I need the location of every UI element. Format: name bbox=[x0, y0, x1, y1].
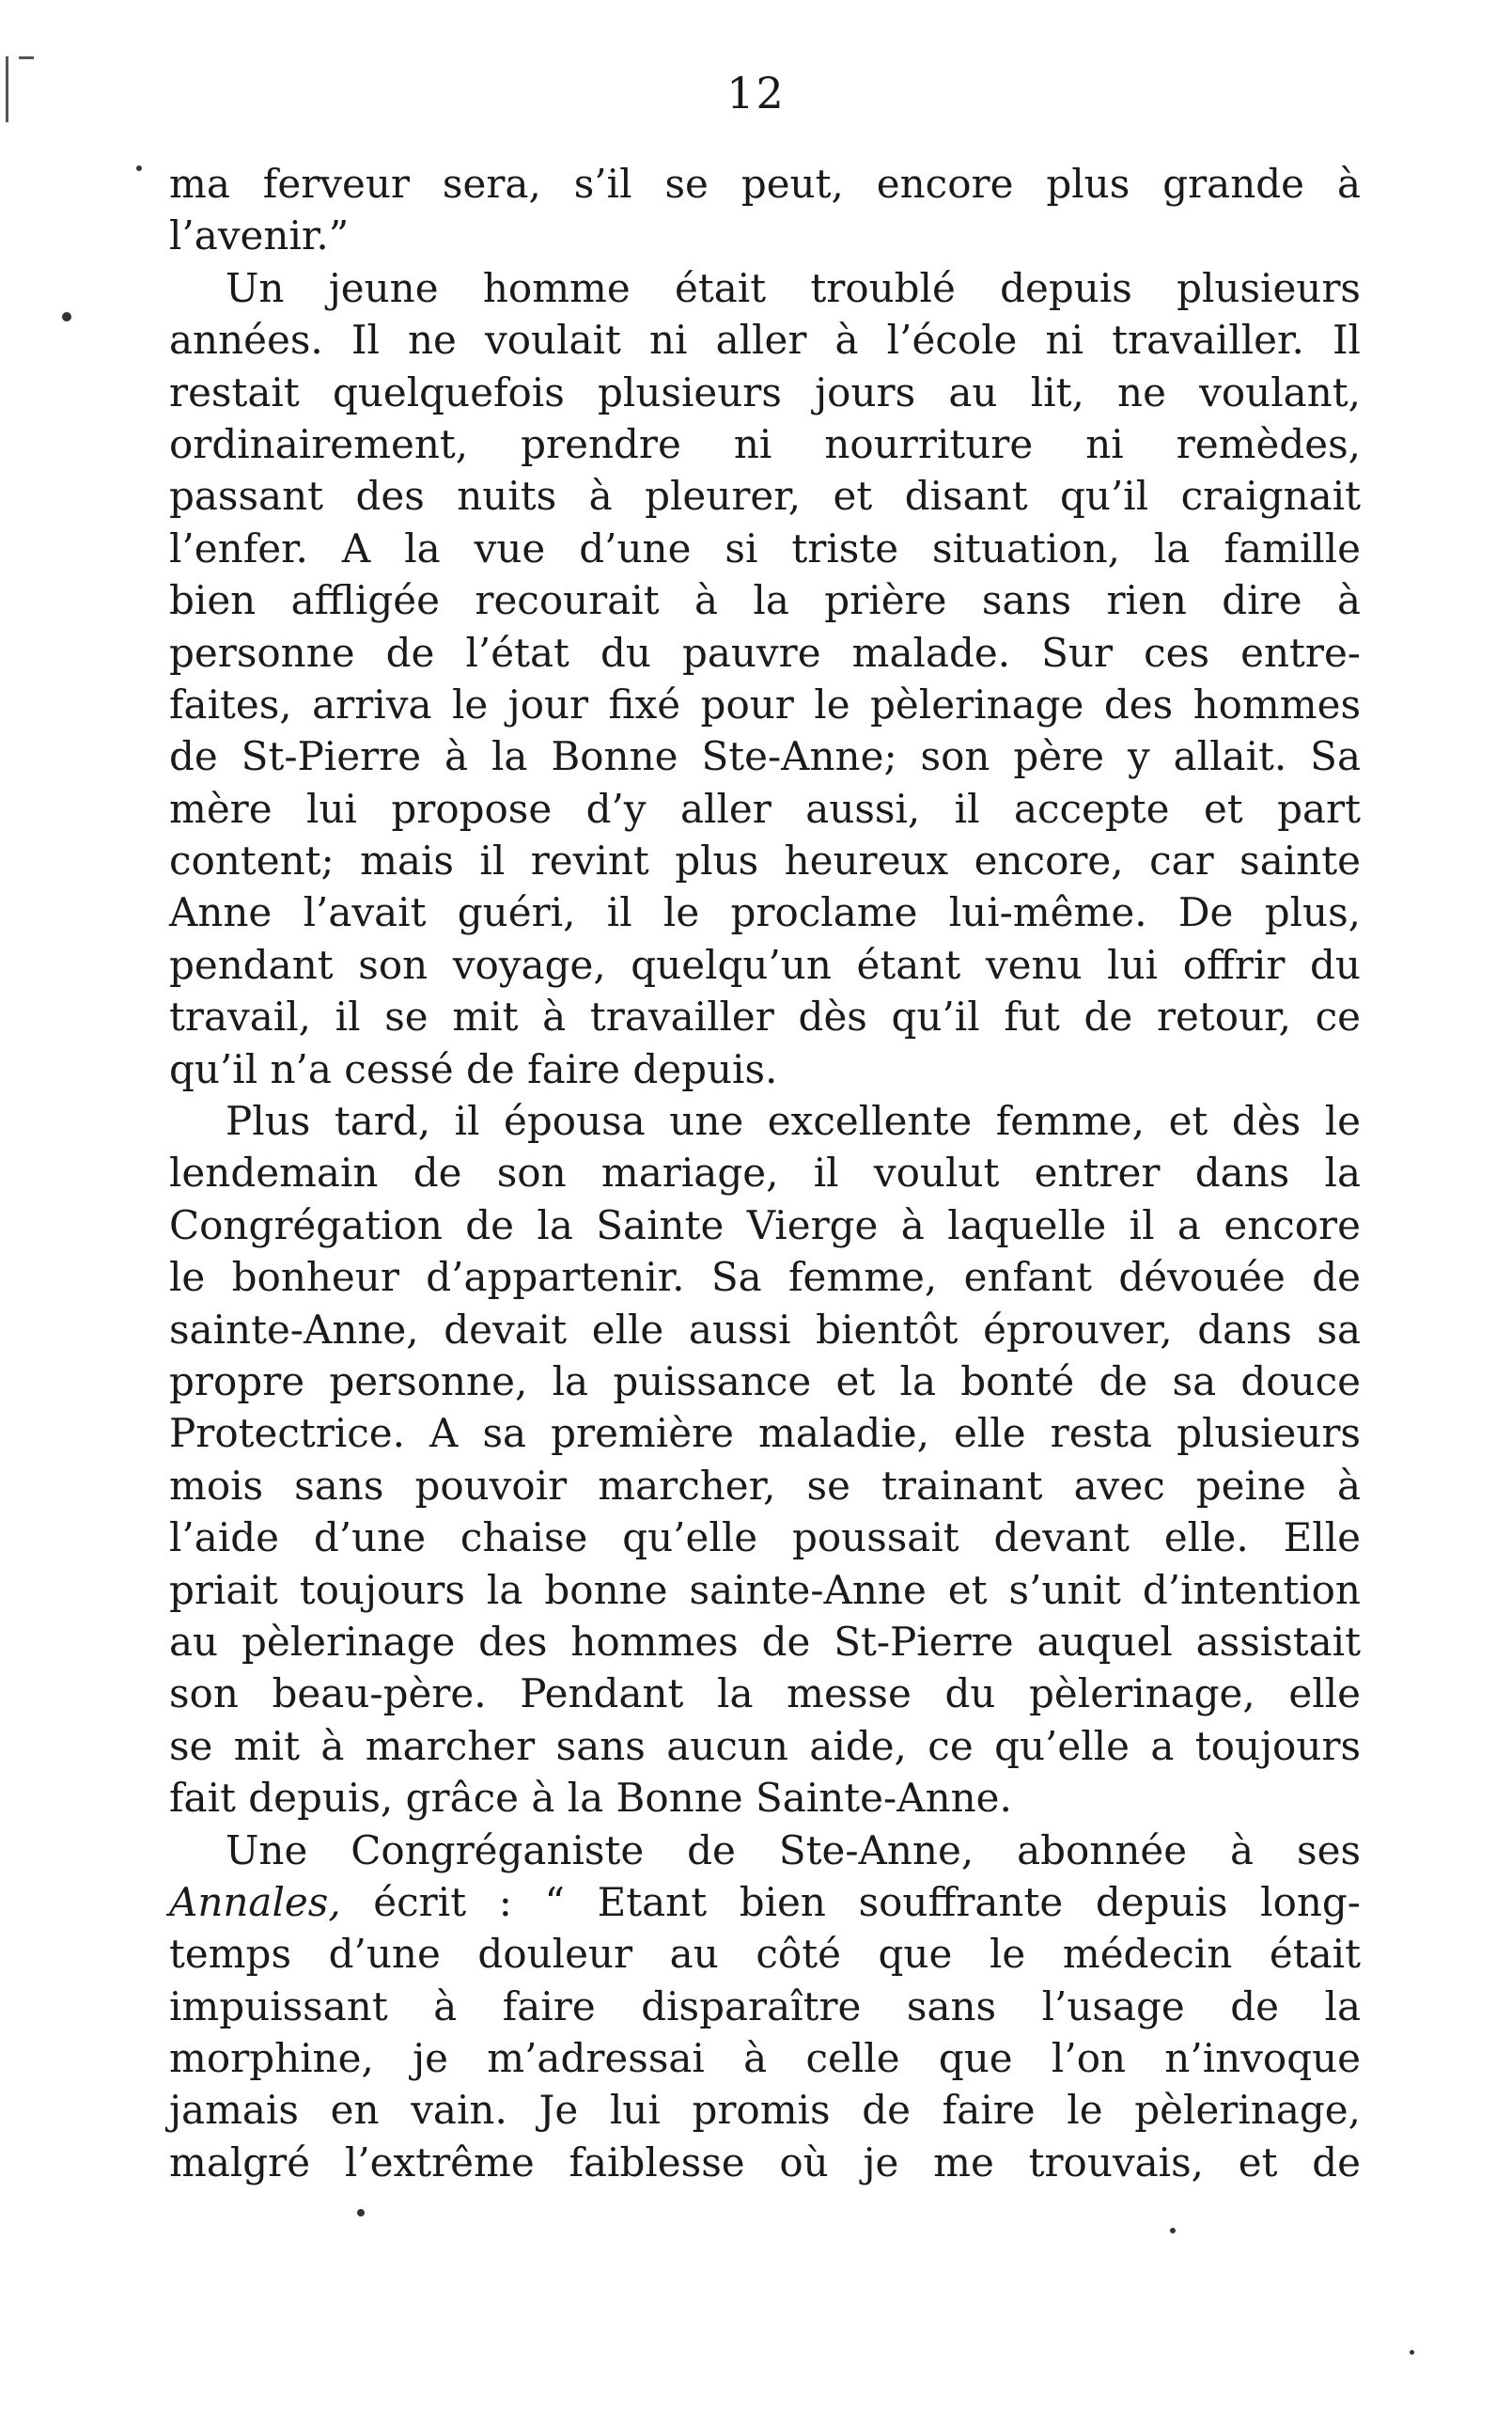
scan-edge-mark bbox=[6, 56, 8, 122]
text-line: Un jeune homme était troublé depuis plusieurs bbox=[226, 264, 1361, 311]
text-line: jamais en vain. Je lui promis de faire le pèlerinage, bbox=[169, 2087, 1361, 2134]
text-line: son beau-père. Pendant la messe du pèlerinage, elle bbox=[169, 1670, 1361, 1717]
text-line: temps d’une douleur au côté que le médecin était bbox=[169, 1931, 1361, 1978]
text-line: propre personne, la puissance et la bonté de sa douce bbox=[169, 1357, 1361, 1404]
text-line: sainte-Anne, devait elle aussi bientôt éprouver, dans sa bbox=[169, 1306, 1361, 1353]
body-text bbox=[169, 158, 1361, 2188]
text-line: bien affligée recourait à la prière sans rien dire à bbox=[169, 577, 1361, 624]
text-line: faites, arriva le jour fixé pour le pèlerinage des hommes bbox=[169, 681, 1361, 728]
scan-edge-mark bbox=[19, 56, 34, 59]
text-line: Anne l’avait guéri, il le proclame lui-même. De plus, bbox=[169, 889, 1361, 936]
text-line: ma ferveur sera, s’il se peut, encore plus grande à bbox=[169, 161, 1361, 207]
text-line: Protectrice. A sa première maladie, elle resta plusieurs bbox=[169, 1410, 1361, 1457]
text-line: l’avenir.” bbox=[169, 212, 350, 259]
text-line: personne de l’état du pauvre malade. Sur ces entre- bbox=[169, 629, 1361, 676]
text-line: l’aide d’une chaise qu’elle poussait devant elle. Elle bbox=[169, 1514, 1361, 1561]
text-line: années. Il ne voulait ni aller à l’école ni travailler. Il bbox=[169, 317, 1361, 364]
text-line: ordinairement, prendre ni nourriture ni remèdes, bbox=[169, 420, 1361, 467]
text-line: passant des nuits à pleurer, et disant qu’il craignait bbox=[169, 473, 1361, 520]
text-line: restait quelquefois plusieurs jours au lit, ne voulant, bbox=[169, 368, 1361, 415]
text-line: pendant son voyage, quelqu’un étant venu lui offrir du bbox=[169, 941, 1361, 988]
scan-speck bbox=[1410, 2350, 1414, 2355]
page-number: 12 bbox=[726, 68, 786, 118]
text-line: malgré l’extrême faiblesse où je me trouvais, et de bbox=[169, 2138, 1361, 2185]
scan-speck bbox=[136, 165, 142, 171]
text-line: de St-Pierre à la Bonne Ste-Anne; son père y allait. Sa bbox=[169, 733, 1361, 780]
text-line-segment: écrit : “ Etant bien souffrante depuis long- bbox=[340, 1878, 1361, 1925]
text-line: qu’il n’a cessé de faire depuis. bbox=[169, 1045, 778, 1092]
italic-title: Annales, bbox=[169, 1878, 341, 1925]
text-line: le bonheur d’appartenir. Sa femme, enfant dévouée de bbox=[169, 1254, 1361, 1301]
text-line: lendemain de son mariage, il voulut entrer dans la bbox=[169, 1150, 1361, 1197]
text-line: priait toujours la bonne sainte-Anne et s’unit d’intention bbox=[169, 1566, 1361, 1613]
text-line bbox=[169, 1876, 1361, 1928]
text-line: impuissant à faire disparaître sans l’usage de la bbox=[169, 1982, 1361, 2029]
text-line: morphine, je m’adressai à celle que l’on n’invoque bbox=[169, 2035, 1361, 2082]
text-line: au pèlerinage des hommes de St-Pierre auquel assistait bbox=[169, 1618, 1361, 1665]
text-line: se mit à marcher sans aucun aide, ce qu’elle a toujours bbox=[169, 1722, 1361, 1769]
text-line: Une Congréganiste de Ste-Anne, abonnée à ses bbox=[226, 1826, 1361, 1873]
scan-speck bbox=[62, 312, 71, 321]
scan-speck bbox=[357, 2209, 365, 2217]
text-line: Congrégation de la Sainte Vierge à laquelle il a encore bbox=[169, 1201, 1361, 1248]
text-line: travail, il se mit à travailler dès qu’il fut de retour, ce bbox=[169, 994, 1361, 1041]
scan-speck bbox=[1170, 2228, 1176, 2233]
text-line: fait depuis, grâce à la Bonne Sainte-Anne. bbox=[169, 1775, 1012, 1822]
text-line: mois sans pouvoir marcher, se trainant avec peine à bbox=[169, 1462, 1361, 1509]
text-line: mère lui propose d’y aller aussi, il accepte et part bbox=[169, 785, 1361, 832]
text-line: Plus tard, il épousa une excellente femme, et dès le bbox=[226, 1098, 1361, 1145]
text-line: content; mais il revint plus heureux encore, car sainte bbox=[169, 838, 1361, 885]
text-line: l’enfer. A la vue d’une si triste situation, la famille bbox=[169, 525, 1361, 572]
